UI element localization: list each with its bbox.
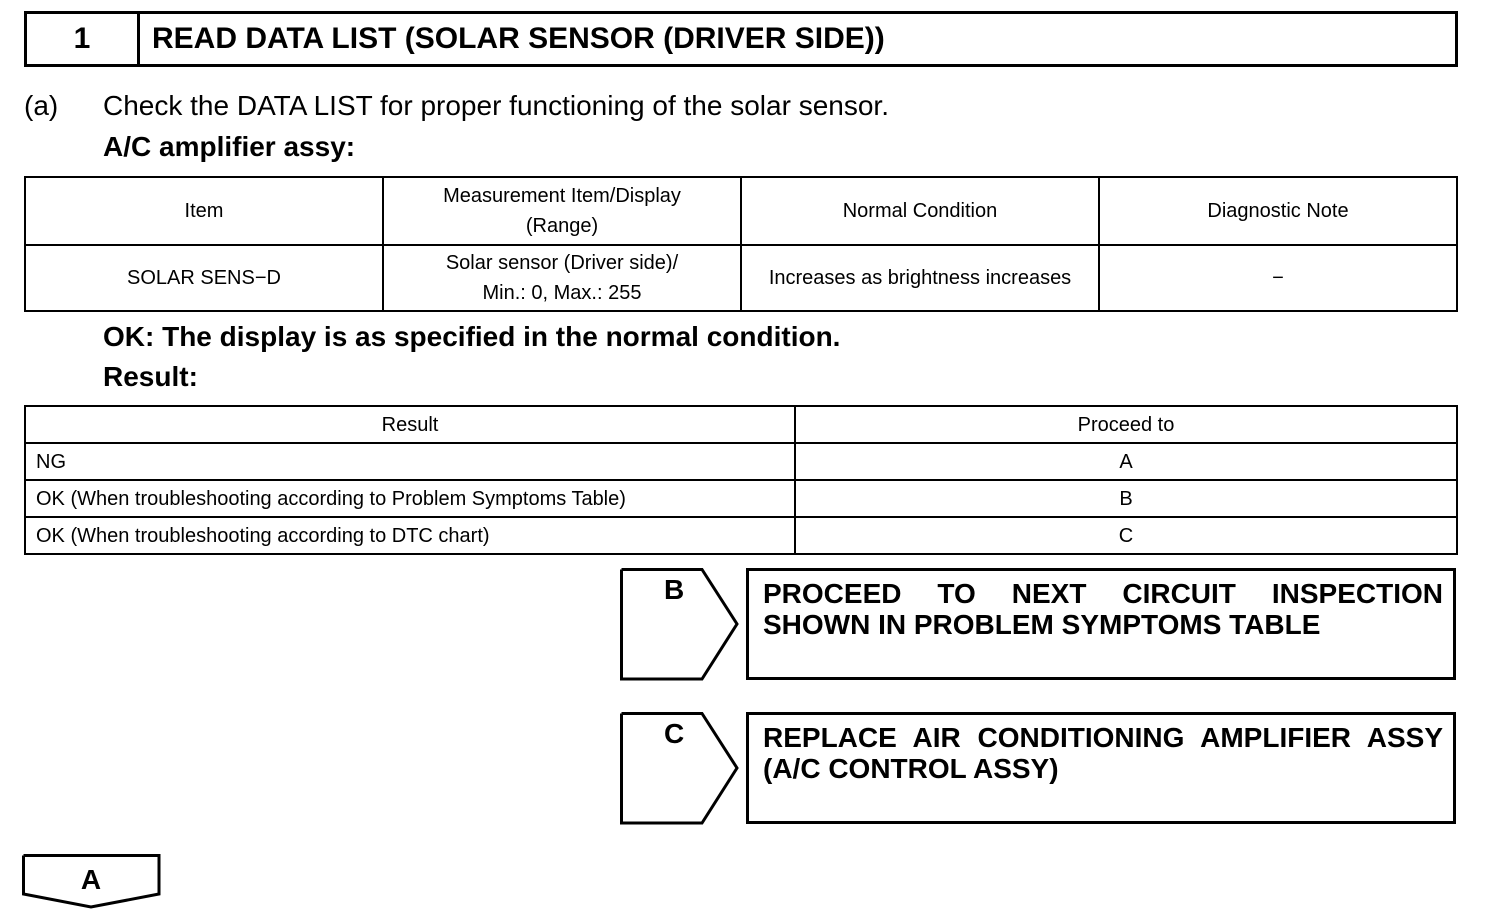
step-header — [24, 11, 1458, 67]
proceed-cell: A — [795, 443, 1457, 480]
header-normal-condition: Normal Condition — [741, 177, 1099, 245]
exit-a-letter: A — [80, 864, 102, 895]
step-title: READ DATA LIST (SOLAR SENSOR (DRIVER SIDE)) — [152, 22, 885, 55]
header-measurement-line2: (Range) — [525, 215, 599, 237]
instruction-text: Check the DATA LIST for proper functioning of the solar sensor. — [103, 90, 889, 121]
result-cell: OK (When troubleshooting according to DTC chart) — [25, 517, 795, 554]
branch-b-arrow — [620, 568, 728, 674]
proceed-cell: B — [795, 480, 1457, 517]
header-result: Result — [25, 406, 795, 443]
item-marker: (a) — [24, 90, 59, 121]
cell-diagnostic-note: − — [1099, 245, 1457, 311]
cell-normal-condition: Increases as brightness increases — [741, 245, 1099, 311]
step-number: 1 — [27, 14, 140, 64]
result-header-row — [25, 406, 1457, 443]
cell-measurement-line1: Solar sensor (Driver side)/ — [445, 252, 679, 274]
header-item: Item — [25, 177, 383, 245]
component-subheading: A/C amplifier assy: — [103, 131, 356, 162]
branch-b-action-text: PROCEED TO NEXT CIRCUIT INSPECTION SHOWN IN PROBLEM SYMPTOMS TABLE — [763, 578, 1443, 640]
proceed-cell: C — [795, 517, 1457, 554]
branch-c-action-text: REPLACE AIR CONDITIONING AMPLIFIER ASSY (A/C CONTROL ASSY) — [763, 722, 1443, 784]
branch-b-letter: B — [664, 574, 685, 605]
cell-measurement-line2: Min.: 0, Max.: 255 — [482, 282, 642, 304]
header-measurement — [383, 177, 741, 245]
data-list-table — [24, 176, 1458, 312]
table-row — [25, 480, 1457, 517]
table-row — [25, 443, 1457, 480]
result-table — [24, 405, 1458, 555]
header-diagnostic-note: Diagnostic Note — [1099, 177, 1457, 245]
table-header-row — [25, 177, 1457, 245]
branch-c-arrow — [620, 712, 728, 818]
table-row — [25, 517, 1457, 554]
exit-a-tab — [22, 854, 162, 910]
branch-c-action-box — [746, 712, 1456, 824]
table-row — [25, 245, 1457, 311]
result-label: Result: — [103, 361, 198, 392]
cell-item: SOLAR SENS−D — [25, 245, 383, 311]
result-cell: OK (When troubleshooting according to Problem Symptoms Table) — [25, 480, 795, 517]
branch-c-letter: C — [664, 718, 685, 749]
cell-measurement — [383, 245, 741, 311]
ok-condition-text: OK: The display is as specified in the normal condition. — [103, 321, 841, 352]
branch-b-action-box — [746, 568, 1456, 680]
result-cell: NG — [25, 443, 795, 480]
header-measurement-line1: Measurement Item/Display — [443, 185, 681, 207]
header-proceed-to: Proceed to — [795, 406, 1457, 443]
